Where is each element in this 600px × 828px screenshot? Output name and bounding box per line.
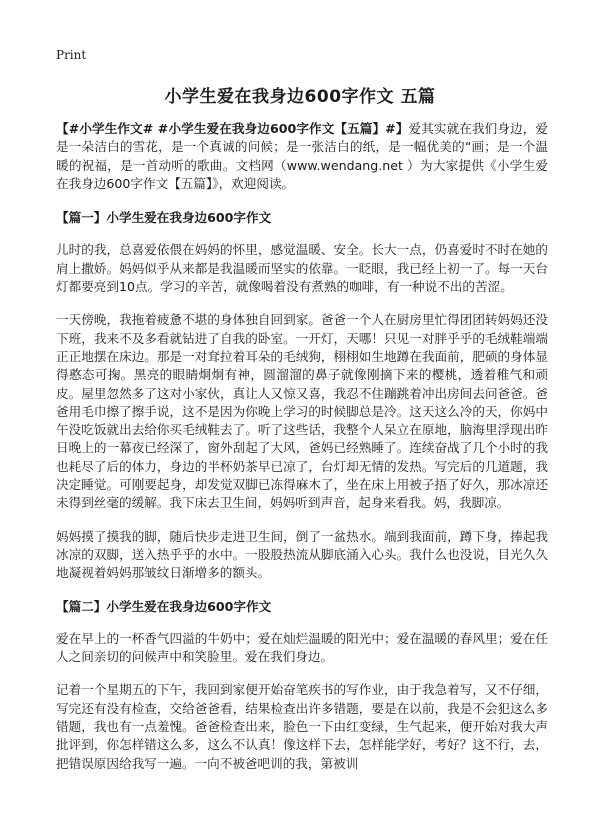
intro-paragraph — [56, 120, 548, 193]
section-heading-2: 【篇二】小学生爱在我身边600字作文 — [56, 598, 272, 614]
section-2-paragraph: 记着一个星期五的下午，我回到家便开始奋笔疾书的写作业，由于我急着写，又不仔细，写完还有没有检查，交给爸爸看，结果检查出许多错题，要是在以前，我是不会犯这么多错题，我也有一点羞愧。爸爸检查出来，脸色一下由红变绿，生气起来，便开始对我大声批评到，你怎样错这么多，这么不认真！像这样下去，怎样能学好，考好？这不行，去，把错误原因给我写一遍。一向不被爸吧训的我，第被训 — [56, 682, 548, 771]
section-1-paragraph: 儿时的我，总喜爱依偎在妈妈的怀里，感觉温暖、安全。长大一点，仍喜爱时不时在她的肩上撒娇。妈妈似乎从来都是我温暖而坚实的依靠。一眨眼，我已经上初一了。每一天台灯都要亮到10点。学习的辛苦，就像喝着没有煮熟的咖啡，有一种说不出的苦涩。 — [56, 242, 548, 295]
section-1-paragraph: 一天傍晚，我拖着疲惫不堪的身体独自回到家。爸爸一个人在厨房里忙得团团转妈妈还没下班，我来不及多看就钻进了自我的卧室。一开灯，天哪！只见一对胖乎乎的毛绒鞋端端正正地摆在床边。那是一对耷拉着耳朵的毛绒狗，栩栩如生地蹲在我面前，肥硕的身体显得憨态可掬。黑亮的眼睛炯炯有神，圆溜溜的鼻子就像刚摘下来的樱桃，透着稚气和顽皮。屋里忽然多了这对小家伙，真让人又惊又喜，我忍不住蹦跳着冲出房间去问爸爸。爸爸用毛巾擦了擦手说，这不是因为你晚上学习的时候脚总是冷。这天这么冷的天，你妈中午没吃饭就出去给你买毛绒鞋去了。听了这些话，我整个人呆立在原地，脑海里浮现出昨日晚上的一幕夜已经深了，窗外刮起了大风，爸妈已经熟睡了。连续奋战了几个小时的我也耗尽了后的体力，身边的半杯奶茶早已凉了，台灯却无情的发热。写完后的几道题，我决定睡觉。可刚要起身，却发觉双脚已冻得麻木了，坐在床上用被子捂了好久，那冰凉还未得到丝毫的缓解。我下床去卫生间，妈妈听到声音，起身来看我。妈，我脚凉。 — [56, 312, 548, 511]
section-heading-1: 【篇一】小学生爱在我身边600字作文 — [56, 210, 272, 226]
article-body — [56, 120, 548, 788]
section-2-paragraph: 爱在早上的一杯香气四溢的牛奶中；爱在灿烂温暖的阳光中；爱在温暖的春风里；爱在任人之间亲切的问候声中和笑脸里。爱在我们身边。 — [56, 630, 548, 665]
section-1-paragraph: 妈妈摸了摸我的脚，随后快步走进卫生间，倒了一盆热水。端到我面前，蹲下身，捧起我冰凉的双脚，送入热乎乎的水中。一股股热流从脚底涌入心头。我什么也没说，目光久久地凝视着妈妈那皱纹日渐增多的额头。 — [56, 528, 548, 581]
intro-text: 爱其实就在我们身边，爱是一朵洁白的雪花，是一个真诚的问候；是一张洁白的纸，是一幅优美的“画；是一个温暖的祝福，是一首动听的歌曲。文档网（www.wendang.net ）为大家提供《小学生爱在我身边600字作文【五篇】》，欢迎阅读。 — [56, 121, 548, 191]
page-title: 小学生爱在我身边600字作文 五篇 — [164, 87, 436, 107]
print-link[interactable]: Print — [56, 48, 87, 62]
intro-tag: 【#小学生作文# #小学生爱在我身边600字作文【五篇】#】 — [56, 121, 409, 136]
